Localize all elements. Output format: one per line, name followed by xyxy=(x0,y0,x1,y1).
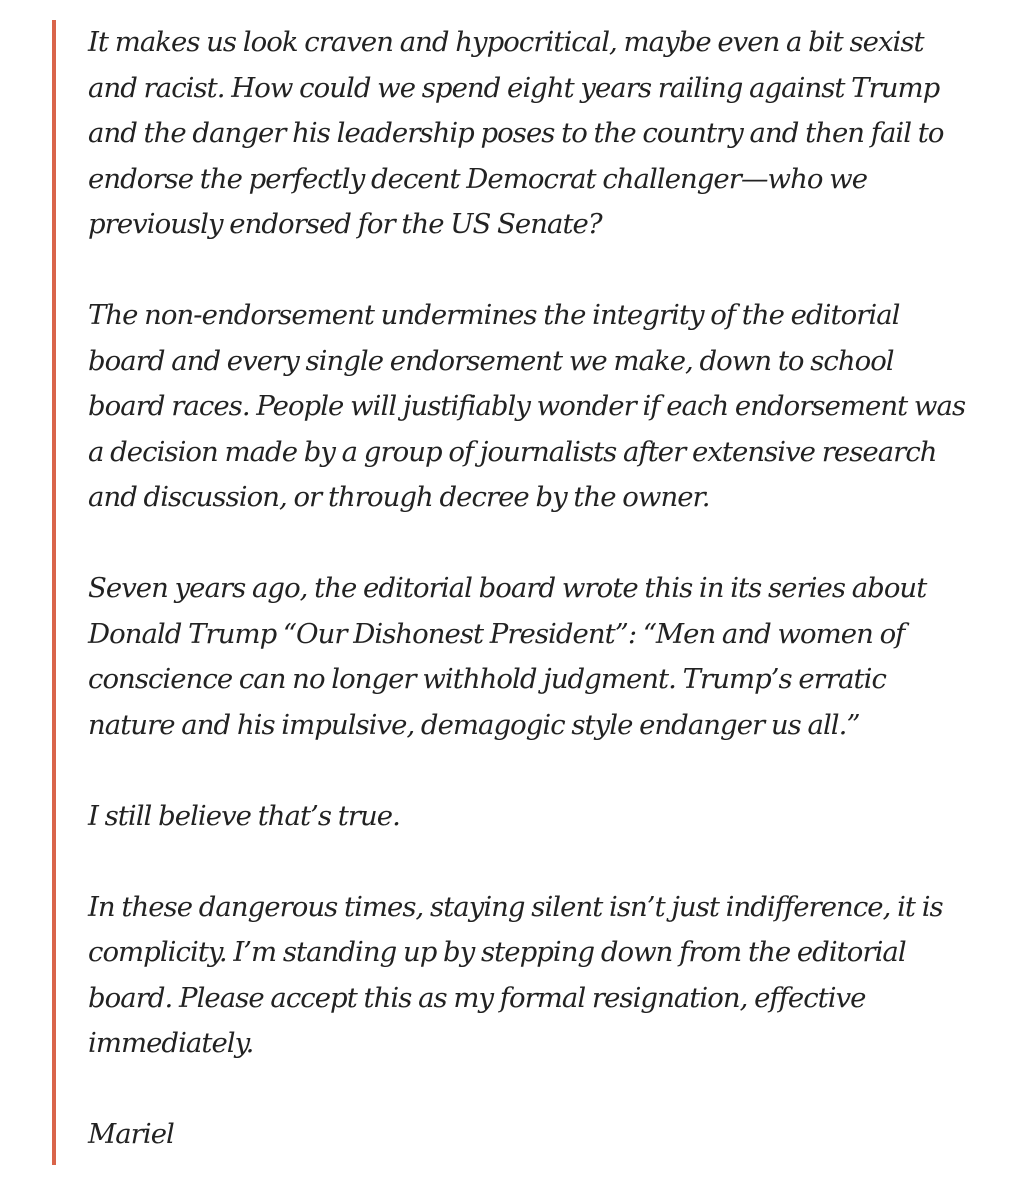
text-line: It makes us look craven and hypocritical, maybe even a bit sexist xyxy=(88,26,924,58)
text-line: nature and his impulsive, demagogic style endanger us all.” xyxy=(88,708,860,741)
text-line: board races. People will justifiably wonder if each endorsement was xyxy=(88,390,966,422)
text-line: conscience can no longer withhold judgment. Trump’s erratic xyxy=(88,663,886,695)
paragraph-integrity xyxy=(88,293,992,521)
text-line: board. Please accept this as my formal resignation, effective xyxy=(88,981,866,1014)
quote-text xyxy=(88,20,992,1158)
text-line: complicity. I’m standing up by stepping down from the editorial xyxy=(88,936,906,968)
signature xyxy=(88,1112,992,1158)
blockquote xyxy=(52,20,992,1165)
paragraph-hypocrisy xyxy=(88,20,992,248)
paragraph-still-true xyxy=(88,794,992,840)
text-line: The non-endorsement undermines the integrity of the editorial xyxy=(88,299,900,331)
text-line: Donald Trump “Our Dishonest President”: “Men and women of xyxy=(88,617,905,650)
text-line: and racist. How could we spend eight years railing against Trump xyxy=(88,71,940,104)
text-line: and discussion, or through decree by the owner. xyxy=(88,481,710,513)
text-line: a decision made by a group of journalists after extensive research xyxy=(88,435,937,468)
text-line: Seven years ago, the editorial board wrote this in its series about xyxy=(88,572,927,604)
signature-name: Mariel xyxy=(88,1118,174,1150)
text-line: and the danger his leadership poses to the country and then fail to xyxy=(88,117,944,149)
paragraph-seven-years-ago xyxy=(88,566,992,748)
text-line: I still believe that’s true. xyxy=(88,799,400,832)
text-line: previously endorsed for the US Senate? xyxy=(88,208,602,240)
paragraph-resignation xyxy=(88,885,992,1067)
text-line: endorse the perfectly decent Democrat challenger—who we xyxy=(88,162,868,195)
text-line: immediately. xyxy=(88,1027,254,1059)
text-line: board and every single endorsement we make, down to school xyxy=(88,344,894,377)
text-line: In these dangerous times, staying silent isn’t just indifference, it is xyxy=(88,890,943,923)
